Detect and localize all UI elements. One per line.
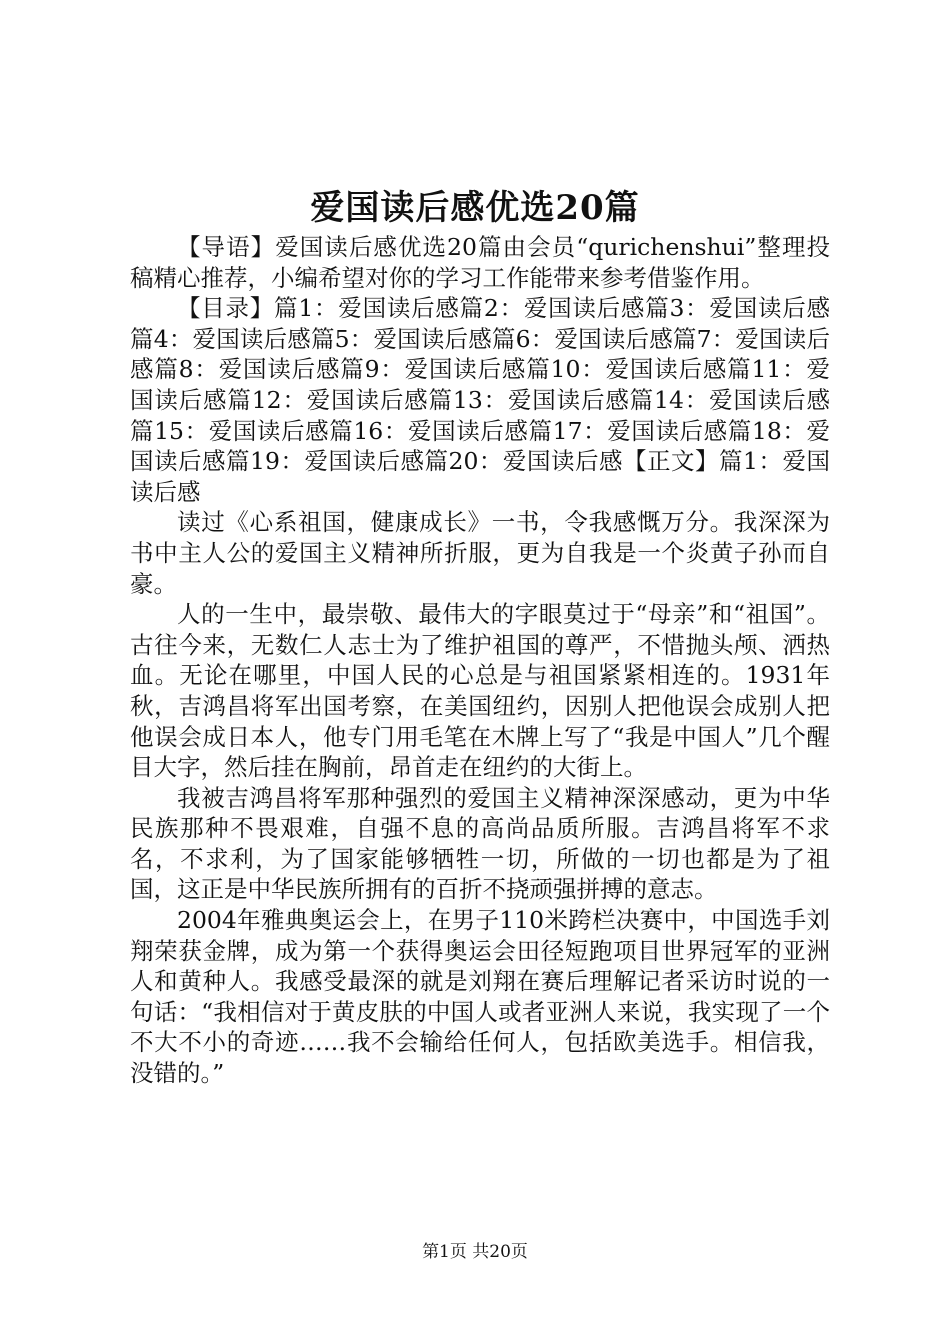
contents-paragraph: 【目录】篇1：爱国读后感篇2：爱国读后感篇3：爱国读后感篇4：爱国读后感篇5：爱国读后感篇6：爱国读后感篇7：爱国读后感篇8：爱国读后感篇9：爱国读后感篇10：爱国读后感篇11：爱国读后感篇12：爱国读后感篇13：爱国读后感篇14：爱国读后感篇15：爱国读后感篇16：爱国读后感篇17：爱国读后感篇18：爱国读后感篇19：爱国读后感篇20：爱国读后感【正文】篇1：爱国读后感 — [130, 294, 830, 506]
page-number-footer: 第1页 共20页 — [422, 1242, 528, 1262]
intro-paragraph: 【导语】爱国读后感优选20篇由会员“qurichenshui”整理投稿精心推荐，小编希望对你的学习工作能带来参考借鉴作用。 — [130, 233, 830, 292]
body-paragraph: 人的一生中，最崇敬、最伟大的字眼莫过于“母亲”和“祖国”。古往今来，无数仁人志士为了维护祖国的尊严，不惜抛头颅、洒热血。无论在哪里，中国人民的心总是与祖国紧紧相连的。1931年秋，吉鸿昌将军出国考察，在美国纽约，因别人把他误会成别人把他误会成日本人，他专门用毛笔在木牌上写了“我是中国人”几个醒目大字，然后挂在胸前，昂首走在纽约的大街上。 — [130, 600, 830, 782]
body-paragraph: 我被吉鸿昌将军那种强烈的爱国主义精神深深感动，更为中华民族那种不畏艰难，自强不息的高尚品质所服。吉鸿昌将军不求名，不求利，为了国家能够牺牲一切，所做的一切也都是为了祖国，这正是中华民族所拥有的百折不挠顽强拼搏的意志。 — [130, 783, 830, 904]
body-paragraph: 2004年雅典奥运会上，在男子110米跨栏决赛中，中国选手刘翔荣获金牌，成为第一个获得奥运会田径短跑项目世界冠军的亚洲人和黄种人。我感受最深的就是刘翔在赛后理解记者采访时说的一句话：“我相信对于黄皮肤的中国人或者亚洲人来说，我实现了一个不大不小的奇迹……我不会输给任何人，包括欧美选手。相信我，没错的。” — [130, 906, 830, 1088]
document-title: 爱国读后感优选20篇 — [310, 188, 640, 228]
body-paragraph: 读过《心系祖国，健康成长》一书，令我感慨万分。我深深为书中主人公的爱国主义精神所折服，更为自我是一个炎黄子孙而自豪。 — [130, 508, 830, 598]
document-body — [130, 232, 830, 1089]
